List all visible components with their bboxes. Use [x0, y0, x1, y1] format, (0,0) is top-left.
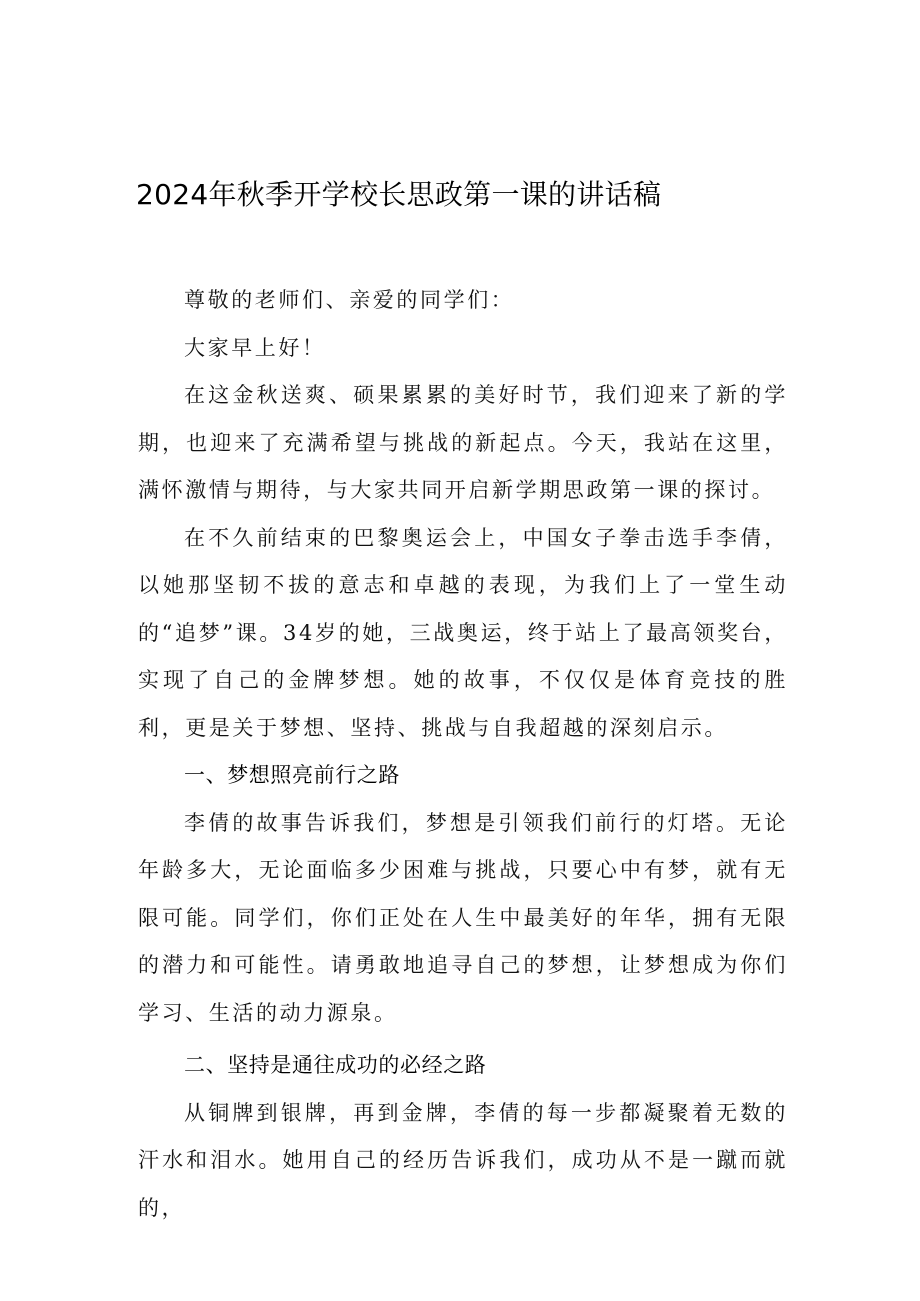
greeting: 尊敬的老师们、亲爱的同学们： [184, 288, 515, 312]
section-heading: 二、坚持是通往成功的必经之路 [184, 1053, 487, 1077]
intro-block [138, 277, 788, 752]
section-heading: 一、梦想照亮前行之路 [184, 763, 400, 787]
section-2 [138, 1042, 788, 1232]
section-1 [138, 752, 788, 1037]
paragraph: 从铜牌到银牌，再到金牌，李倩的每一步都凝聚着无数的汗水和泪水。她用自己的经历告诉我们，成功从不是一蹴而就的， [138, 1100, 788, 1220]
paragraph: 李倩的故事告诉我们，梦想是引领我们前行的灯塔。无论年龄多大，无论面临多少困难与挑战，只要心中有梦，就有无限可能。同学们，你们正处在人生中最美好的年华，拥有无限的潜力和可能性。请勇敢地追寻自己的梦想，让梦想成为你们学习、生活的动力源泉。 [138, 810, 788, 1025]
paragraph: 在这金秋送爽、硕果累累的美好时节，我们迎来了新的学期，也迎来了充满希望与挑战的新起点。今天，我站在这里，满怀激情与期待，与大家共同开启新学期思政第一课的探讨。 [138, 383, 788, 502]
document-title: 2024年秋季开学校长思政第一课的讲话稿 [136, 178, 662, 211]
salutation: 大家早上好！ [184, 335, 326, 360]
paragraph: 在不久前结束的巴黎奥运会上，中国女子拳击选手李倩，以她那坚韧不拔的意志和卓越的表现，为我们上了一堂生动的“追梦”课。34岁的她，三战奥运，终于站上了最高领奖台，实现了自己的金牌梦想。她的故事，不仅仅是体育竞技的胜利，更是关于梦想、坚持、挑战与自我超越的深刻启示。 [138, 525, 788, 740]
